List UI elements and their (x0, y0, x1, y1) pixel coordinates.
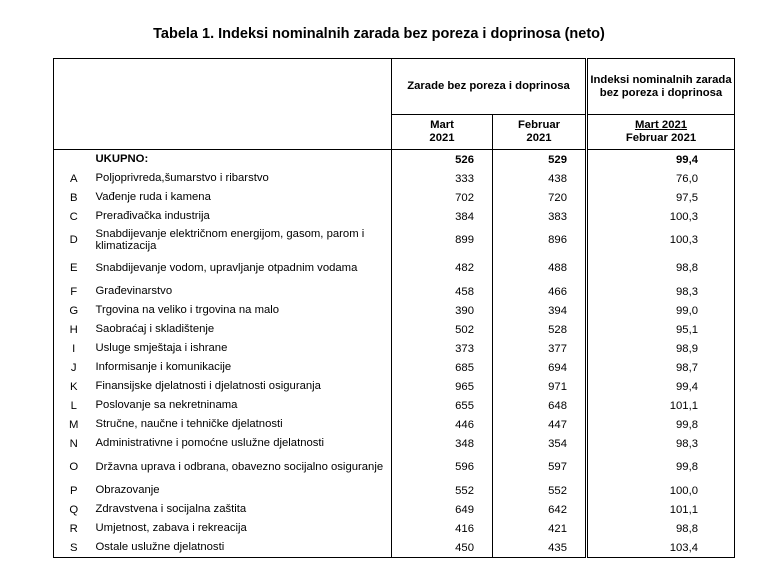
header-col-februar-month: Februar (517, 119, 561, 132)
table-row (54, 188, 735, 207)
row-name: Finansijske djelatnosti i djelatnosti osiguranja (94, 377, 392, 396)
row-name: Državna uprava i odbrana, obavezno socijalno osiguranje (94, 453, 392, 481)
header-col-februar-year: 2021 (526, 132, 552, 144)
header-col-index-numerator: Mart 2021 (634, 119, 688, 132)
header-group-wages: Zarade bez poreza i doprinosa (392, 59, 587, 115)
row-value-februar: 394 (493, 301, 587, 320)
table-row (54, 169, 735, 188)
row-value-februar: 896 (493, 226, 587, 254)
row-name: Prerađivačka industrija (94, 207, 392, 226)
row-name: Građevinarstvo (94, 282, 392, 301)
header-empty-cell (54, 59, 392, 150)
row-name: Vađenje ruda i kamena (94, 188, 392, 207)
row-name: Poslovanje sa nekretninama (94, 396, 392, 415)
row-value-mart: 649 (392, 500, 493, 519)
row-value-mart: 655 (392, 396, 493, 415)
row-name: Usluge smještaja i ishrane (94, 339, 392, 358)
header-col-index (587, 115, 735, 150)
row-name: Ostale uslužne djelatnosti (94, 538, 392, 558)
row-value-mart: 596 (392, 453, 493, 481)
row-index: 99,8 (587, 453, 735, 481)
row-value-februar: 354 (493, 434, 587, 453)
row-index: 98,8 (587, 254, 735, 282)
row-value-februar: 377 (493, 339, 587, 358)
row-value-februar: 552 (493, 481, 587, 500)
row-index: 99,8 (587, 415, 735, 434)
row-value-februar: 529 (493, 150, 587, 170)
row-index: 101,1 (587, 500, 735, 519)
header-col-mart (392, 115, 493, 150)
row-value-februar: 438 (493, 169, 587, 188)
row-value-mart: 333 (392, 169, 493, 188)
row-value-mart: 348 (392, 434, 493, 453)
table-row (54, 254, 735, 282)
row-value-februar: 488 (493, 254, 587, 282)
table-title: Tabela 1. Indeksi nominalnih zarada bez poreza i doprinosa (neto) (153, 26, 605, 42)
row-index: 98,7 (587, 358, 735, 377)
row-value-mart: 416 (392, 519, 493, 538)
row-name: Zdravstvena i socijalna zaštita (94, 500, 392, 519)
row-value-mart: 526 (392, 150, 493, 170)
row-value-mart: 702 (392, 188, 493, 207)
row-code: E (54, 254, 94, 282)
row-value-mart: 899 (392, 226, 493, 254)
header-row-groups (54, 59, 735, 115)
header-group-index: Indeksi nominalnih zarada bez poreza i doprinosa (587, 59, 735, 115)
row-index: 99,4 (587, 377, 735, 396)
row-value-mart: 390 (392, 301, 493, 320)
row-code: A (54, 169, 94, 188)
table-row (54, 339, 735, 358)
row-value-februar: 597 (493, 453, 587, 481)
row-code: C (54, 207, 94, 226)
table-row (54, 500, 735, 519)
row-value-februar: 466 (493, 282, 587, 301)
wages-table (53, 58, 735, 558)
row-index: 100,3 (587, 226, 735, 254)
row-value-februar: 421 (493, 519, 587, 538)
row-value-mart: 458 (392, 282, 493, 301)
row-name: Stručne, naučne i tehničke djelatnosti (94, 415, 392, 434)
row-code: F (54, 282, 94, 301)
row-code: H (54, 320, 94, 339)
row-index: 99,4 (587, 150, 735, 170)
header-col-mart-month: Mart (430, 119, 454, 132)
row-name: Snabdijevanje vodom, upravljanje otpadnim vodama (94, 254, 392, 282)
row-index: 100,0 (587, 481, 735, 500)
row-value-februar: 642 (493, 500, 587, 519)
row-value-mart: 502 (392, 320, 493, 339)
row-code (54, 150, 94, 170)
table-row (54, 377, 735, 396)
row-index: 98,3 (587, 282, 735, 301)
row-code: J (54, 358, 94, 377)
table-row (54, 396, 735, 415)
row-name: Informisanje i komunikacije (94, 358, 392, 377)
row-code: N (54, 434, 94, 453)
row-value-mart: 373 (392, 339, 493, 358)
row-code: L (54, 396, 94, 415)
row-value-februar: 435 (493, 538, 587, 558)
row-value-februar: 720 (493, 188, 587, 207)
row-value-mart: 482 (392, 254, 493, 282)
row-code: K (54, 377, 94, 396)
table-row (54, 538, 735, 558)
row-index: 98,8 (587, 519, 735, 538)
header-col-index-denominator: Februar 2021 (625, 132, 697, 144)
row-code: O (54, 453, 94, 481)
row-code: I (54, 339, 94, 358)
row-name: Administrativne i pomoćne uslužne djelatnosti (94, 434, 392, 453)
row-value-mart: 965 (392, 377, 493, 396)
table-row (54, 519, 735, 538)
row-value-februar: 528 (493, 320, 587, 339)
header-col-mart-year: 2021 (429, 132, 455, 144)
row-name: Trgovina na veliko i trgovina na malo (94, 301, 392, 320)
table-row-total (54, 150, 735, 170)
row-value-februar: 447 (493, 415, 587, 434)
table-row (54, 226, 735, 254)
row-code: D (54, 226, 94, 254)
row-value-mart: 685 (392, 358, 493, 377)
table-row (54, 453, 735, 481)
row-value-mart: 450 (392, 538, 493, 558)
table-row (54, 207, 735, 226)
row-name: Poljoprivreda,šumarstvo i ribarstvo (94, 169, 392, 188)
row-name: Snabdijevanje električnom energijom, gasom, parom i klimatizacija (94, 226, 392, 254)
row-code: P (54, 481, 94, 500)
row-code: R (54, 519, 94, 538)
row-code: B (54, 188, 94, 207)
table-row (54, 481, 735, 500)
row-index: 76,0 (587, 169, 735, 188)
table-row (54, 320, 735, 339)
table-row (54, 358, 735, 377)
row-code: Q (54, 500, 94, 519)
table-row (54, 301, 735, 320)
row-index: 95,1 (587, 320, 735, 339)
row-name: UKUPNO: (94, 150, 392, 170)
row-code: M (54, 415, 94, 434)
row-value-februar: 383 (493, 207, 587, 226)
row-value-mart: 552 (392, 481, 493, 500)
row-code: G (54, 301, 94, 320)
header-col-februar (493, 115, 587, 150)
table-body (54, 150, 735, 558)
row-name: Saobraćaj i skladištenje (94, 320, 392, 339)
table-row (54, 434, 735, 453)
row-index: 100,3 (587, 207, 735, 226)
row-index: 103,4 (587, 538, 735, 558)
row-value-mart: 446 (392, 415, 493, 434)
table-row (54, 415, 735, 434)
row-value-februar: 694 (493, 358, 587, 377)
row-value-februar: 648 (493, 396, 587, 415)
row-code: S (54, 538, 94, 558)
row-value-mart: 384 (392, 207, 493, 226)
row-name: Obrazovanje (94, 481, 392, 500)
row-name: Umjetnost, zabava i rekreacija (94, 519, 392, 538)
row-index: 101,1 (587, 396, 735, 415)
row-index: 97,5 (587, 188, 735, 207)
row-index: 98,9 (587, 339, 735, 358)
row-index: 99,0 (587, 301, 735, 320)
row-value-februar: 971 (493, 377, 587, 396)
table-row (54, 282, 735, 301)
row-index: 98,3 (587, 434, 735, 453)
